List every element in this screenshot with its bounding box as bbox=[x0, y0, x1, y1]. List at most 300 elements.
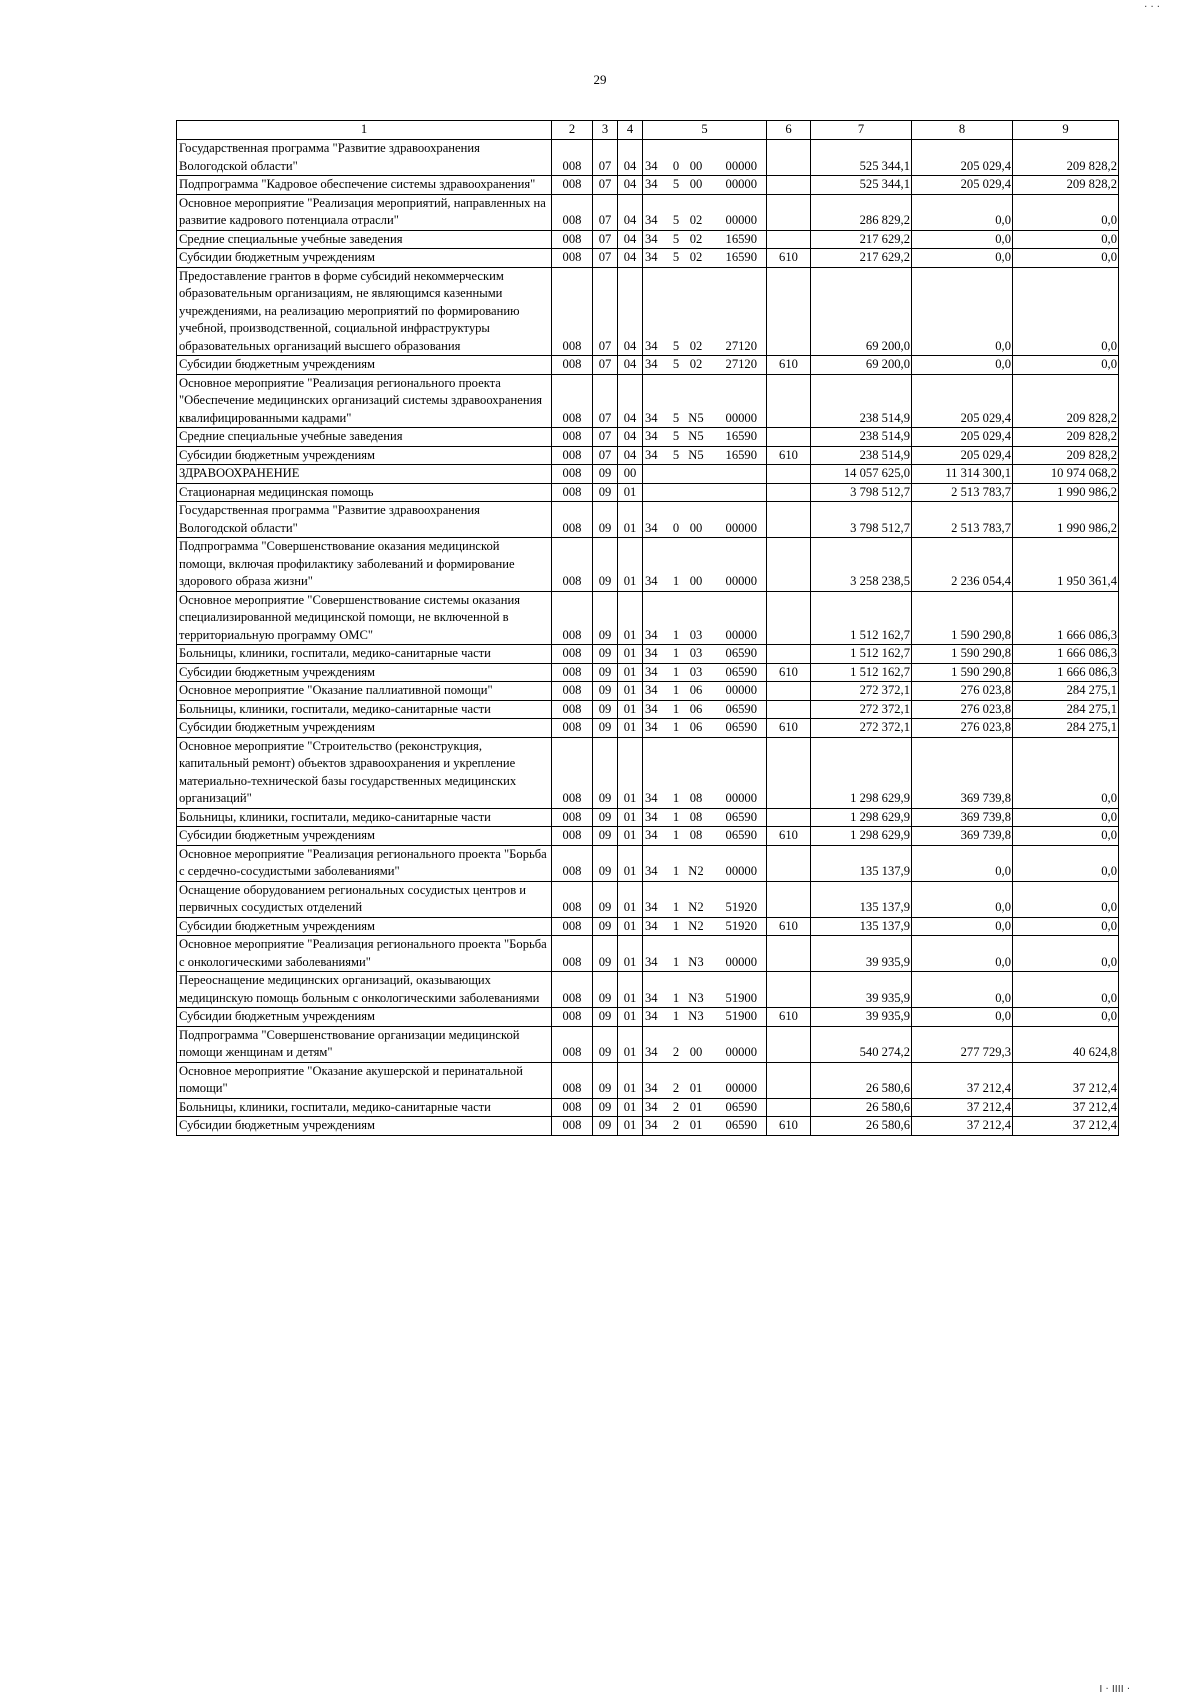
ministry-code: 008 bbox=[552, 1062, 593, 1098]
amount-year-3: 1 950 361,4 bbox=[1013, 538, 1119, 592]
expense-type-code bbox=[767, 936, 811, 972]
program-code: 34 bbox=[645, 213, 658, 227]
table-row bbox=[177, 591, 1119, 645]
direction-code: 06590 bbox=[725, 828, 757, 842]
event-code: 00 bbox=[689, 520, 703, 535]
table-row bbox=[177, 428, 1119, 447]
table-row bbox=[177, 1008, 1119, 1027]
target-article-code bbox=[643, 591, 767, 645]
expense-type-code bbox=[767, 737, 811, 808]
section-code: 09 bbox=[593, 936, 618, 972]
section-code: 09 bbox=[593, 502, 618, 538]
event-code: 02 bbox=[689, 357, 703, 371]
target-article-code bbox=[643, 1062, 767, 1098]
subsection-code: 01 bbox=[618, 936, 643, 972]
ministry-code: 008 bbox=[552, 502, 593, 538]
ministry-code: 008 bbox=[552, 827, 593, 846]
row-name: Средние специальные учебные заведения bbox=[177, 428, 552, 447]
direction-code: 16590 bbox=[725, 429, 757, 443]
expense-type-code bbox=[767, 682, 811, 701]
amount-year-3: 1 666 086,3 bbox=[1013, 591, 1119, 645]
subprogram-code: 2 bbox=[672, 1045, 680, 1059]
ministry-code: 008 bbox=[552, 1098, 593, 1117]
ministry-code: 008 bbox=[552, 483, 593, 502]
target-article-code bbox=[643, 737, 767, 808]
program-code: 34 bbox=[645, 357, 658, 371]
amount-year-2: 276 023,8 bbox=[912, 700, 1013, 719]
direction-code: 16590 bbox=[725, 231, 757, 246]
row-name: Субсидии бюджетным учреждениям bbox=[177, 1008, 552, 1027]
direction-code: 06590 bbox=[725, 664, 757, 679]
amount-year-3: 0,0 bbox=[1013, 1008, 1119, 1027]
expense-type-code bbox=[767, 700, 811, 719]
section-code: 09 bbox=[593, 1026, 618, 1062]
ministry-code: 008 bbox=[552, 700, 593, 719]
target-article-code bbox=[643, 267, 767, 356]
subprogram-code: 0 bbox=[672, 520, 680, 535]
amount-year-3: 209 828,2 bbox=[1013, 374, 1119, 428]
amount-year-1: 217 629,2 bbox=[811, 230, 912, 249]
event-code: 08 bbox=[689, 809, 703, 824]
amount-year-1: 1 512 162,7 bbox=[811, 663, 912, 682]
amount-year-3: 0,0 bbox=[1013, 881, 1119, 917]
section-code: 07 bbox=[593, 428, 618, 447]
target-article-code bbox=[643, 374, 767, 428]
direction-code: 00000 bbox=[725, 574, 757, 588]
amount-year-3: 1 666 086,3 bbox=[1013, 645, 1119, 664]
subprogram-code: 1 bbox=[672, 683, 680, 697]
direction-code: 06590 bbox=[725, 1118, 757, 1132]
column-header: 6 bbox=[767, 121, 811, 140]
event-code: 00 bbox=[689, 158, 703, 173]
event-code: N3 bbox=[688, 954, 704, 969]
subsection-code: 01 bbox=[618, 972, 643, 1008]
target-article-code bbox=[643, 140, 767, 176]
ministry-code: 008 bbox=[552, 356, 593, 375]
event-code: 01 bbox=[689, 1118, 703, 1132]
target-article-code bbox=[643, 1026, 767, 1062]
target-article-code bbox=[643, 808, 767, 827]
expense-type-code bbox=[767, 1026, 811, 1062]
subprogram-code: 1 bbox=[672, 627, 680, 642]
amount-year-2: 11 314 300,1 bbox=[912, 465, 1013, 484]
table-row bbox=[177, 356, 1119, 375]
direction-code: 16590 bbox=[725, 447, 757, 462]
row-name: Основное мероприятие "Совершенствование системы оказания специализированной медицинской помощи, не включенной в территориальную программу ОМС" bbox=[177, 591, 552, 645]
amount-year-1: 1 512 162,7 bbox=[811, 591, 912, 645]
event-code: 00 bbox=[689, 1045, 703, 1059]
expense-type-code bbox=[767, 881, 811, 917]
target-article-code bbox=[643, 936, 767, 972]
subprogram-code: 2 bbox=[672, 1099, 680, 1114]
amount-year-1: 14 057 625,0 bbox=[811, 465, 912, 484]
amount-year-2: 37 212,4 bbox=[912, 1117, 1013, 1136]
amount-year-2: 369 739,8 bbox=[912, 827, 1013, 846]
ministry-code: 008 bbox=[552, 428, 593, 447]
direction-code: 16590 bbox=[725, 250, 757, 264]
amount-year-1: 1 512 162,7 bbox=[811, 645, 912, 664]
subprogram-code: 1 bbox=[672, 664, 680, 679]
section-code: 09 bbox=[593, 700, 618, 719]
direction-code: 00000 bbox=[725, 520, 757, 535]
event-code: 03 bbox=[689, 664, 703, 679]
amount-year-1: 39 935,9 bbox=[811, 1008, 912, 1027]
amount-year-1: 135 137,9 bbox=[811, 845, 912, 881]
direction-code: 00000 bbox=[725, 177, 757, 191]
expense-type-code bbox=[767, 1098, 811, 1117]
table-row bbox=[177, 230, 1119, 249]
program-code: 34 bbox=[645, 918, 658, 933]
table-row bbox=[177, 917, 1119, 936]
event-code: N2 bbox=[688, 864, 704, 878]
column-header: 5 bbox=[643, 121, 767, 140]
table-row bbox=[177, 249, 1119, 268]
amount-year-2: 205 029,4 bbox=[912, 446, 1013, 465]
amount-year-1: 69 200,0 bbox=[811, 267, 912, 356]
expense-type-code: 610 bbox=[767, 827, 811, 846]
event-code: N3 bbox=[688, 1009, 704, 1023]
row-name: ЗДРАВООХРАНЕНИЕ bbox=[177, 465, 552, 484]
ministry-code: 008 bbox=[552, 374, 593, 428]
amount-year-3: 0,0 bbox=[1013, 827, 1119, 846]
table-row bbox=[177, 737, 1119, 808]
amount-year-1: 3 798 512,7 bbox=[811, 502, 912, 538]
column-header: 8 bbox=[912, 121, 1013, 140]
amount-year-2: 205 029,4 bbox=[912, 140, 1013, 176]
row-name: Основное мероприятие "Реализация регионального проекта "Обеспечение медицинских организаций системы здравоохранения квалифицированными кадрами" bbox=[177, 374, 552, 428]
section-code: 07 bbox=[593, 230, 618, 249]
section-code: 09 bbox=[593, 591, 618, 645]
expense-type-code bbox=[767, 591, 811, 645]
amount-year-2: 205 029,4 bbox=[912, 374, 1013, 428]
program-code: 34 bbox=[645, 1118, 658, 1132]
target-article-code bbox=[643, 1098, 767, 1117]
subsection-code: 04 bbox=[618, 356, 643, 375]
table-row bbox=[177, 465, 1119, 484]
amount-year-3: 209 828,2 bbox=[1013, 140, 1119, 176]
event-code: 03 bbox=[689, 627, 703, 642]
ministry-code: 008 bbox=[552, 465, 593, 484]
amount-year-1: 26 580,6 bbox=[811, 1117, 912, 1136]
section-code: 09 bbox=[593, 827, 618, 846]
target-article-code bbox=[643, 845, 767, 881]
amount-year-2: 0,0 bbox=[912, 230, 1013, 249]
amount-year-3: 0,0 bbox=[1013, 267, 1119, 356]
program-code: 34 bbox=[645, 720, 658, 734]
event-code: 01 bbox=[689, 1099, 703, 1114]
ministry-code: 008 bbox=[552, 845, 593, 881]
subprogram-code: 1 bbox=[672, 809, 680, 824]
section-code: 09 bbox=[593, 972, 618, 1008]
amount-year-1: 286 829,2 bbox=[811, 194, 912, 230]
amount-year-3: 0,0 bbox=[1013, 230, 1119, 249]
amount-year-2: 277 729,3 bbox=[912, 1026, 1013, 1062]
amount-year-2: 276 023,8 bbox=[912, 719, 1013, 738]
subsection-code: 04 bbox=[618, 249, 643, 268]
subsection-code: 01 bbox=[618, 719, 643, 738]
amount-year-3: 37 212,4 bbox=[1013, 1098, 1119, 1117]
table-row bbox=[177, 972, 1119, 1008]
amount-year-1: 69 200,0 bbox=[811, 356, 912, 375]
section-code: 09 bbox=[593, 1008, 618, 1027]
subprogram-code: 1 bbox=[672, 990, 680, 1005]
subprogram-code: 5 bbox=[672, 213, 680, 227]
amount-year-3: 0,0 bbox=[1013, 356, 1119, 375]
section-code: 07 bbox=[593, 249, 618, 268]
amount-year-2: 205 029,4 bbox=[912, 428, 1013, 447]
program-code: 34 bbox=[645, 900, 658, 914]
table-row bbox=[177, 645, 1119, 664]
event-code: N5 bbox=[688, 447, 704, 462]
row-name: Больницы, клиники, госпитали, медико-санитарные части bbox=[177, 808, 552, 827]
subprogram-code: 5 bbox=[672, 231, 680, 246]
table-row bbox=[177, 1098, 1119, 1117]
subsection-code: 04 bbox=[618, 428, 643, 447]
amount-year-3: 0,0 bbox=[1013, 737, 1119, 808]
amount-year-3: 284 275,1 bbox=[1013, 719, 1119, 738]
expense-type-code bbox=[767, 972, 811, 1008]
expense-type-code bbox=[767, 502, 811, 538]
table-row bbox=[177, 140, 1119, 176]
row-name: Государственная программа "Развитие здравоохранения Вологодской области" bbox=[177, 502, 552, 538]
target-article-code bbox=[643, 972, 767, 1008]
event-code: 06 bbox=[689, 683, 703, 697]
amount-year-3: 40 624,8 bbox=[1013, 1026, 1119, 1062]
table-row bbox=[177, 663, 1119, 682]
event-code: 06 bbox=[689, 720, 703, 734]
event-code: 08 bbox=[689, 828, 703, 842]
subsection-code: 01 bbox=[618, 502, 643, 538]
direction-code: 27120 bbox=[725, 357, 757, 371]
row-name: Больницы, клиники, госпитали, медико-санитарные части bbox=[177, 645, 552, 664]
section-code: 09 bbox=[593, 881, 618, 917]
column-header: 3 bbox=[593, 121, 618, 140]
subprogram-code: 2 bbox=[672, 1081, 680, 1095]
amount-year-2: 37 212,4 bbox=[912, 1098, 1013, 1117]
amount-year-3: 209 828,2 bbox=[1013, 176, 1119, 195]
program-code: 34 bbox=[645, 574, 658, 588]
event-code: N5 bbox=[688, 429, 704, 443]
table-row bbox=[177, 682, 1119, 701]
amount-year-2: 37 212,4 bbox=[912, 1062, 1013, 1098]
ministry-code: 008 bbox=[552, 538, 593, 592]
amount-year-2: 205 029,4 bbox=[912, 176, 1013, 195]
amount-year-3: 0,0 bbox=[1013, 936, 1119, 972]
amount-year-3: 284 275,1 bbox=[1013, 682, 1119, 701]
subprogram-code: 5 bbox=[672, 429, 680, 443]
expense-type-code: 610 bbox=[767, 663, 811, 682]
expense-type-code bbox=[767, 230, 811, 249]
direction-code: 06590 bbox=[725, 646, 757, 660]
amount-year-3: 1 990 986,2 bbox=[1013, 483, 1119, 502]
program-code: 34 bbox=[645, 231, 658, 246]
program-code: 34 bbox=[645, 1099, 658, 1114]
direction-code: 51900 bbox=[725, 1009, 757, 1023]
section-code: 09 bbox=[593, 1117, 618, 1136]
expense-type-code bbox=[767, 176, 811, 195]
program-code: 34 bbox=[645, 791, 658, 805]
section-code: 09 bbox=[593, 1062, 618, 1098]
table-row bbox=[177, 374, 1119, 428]
ministry-code: 008 bbox=[552, 917, 593, 936]
column-header: 1 bbox=[177, 121, 552, 140]
column-header: 4 bbox=[618, 121, 643, 140]
expense-type-code bbox=[767, 267, 811, 356]
subprogram-code: 1 bbox=[672, 1009, 680, 1023]
table-row bbox=[177, 845, 1119, 881]
target-article-code bbox=[643, 502, 767, 538]
section-code: 09 bbox=[593, 663, 618, 682]
amount-year-1: 272 372,1 bbox=[811, 719, 912, 738]
ministry-code: 008 bbox=[552, 682, 593, 701]
event-code: 02 bbox=[689, 213, 703, 227]
ministry-code: 008 bbox=[552, 881, 593, 917]
subsection-code: 01 bbox=[618, 1008, 643, 1027]
amount-year-3: 1 990 986,2 bbox=[1013, 502, 1119, 538]
amount-year-1: 26 580,6 bbox=[811, 1098, 912, 1117]
row-name: Больницы, клиники, госпитали, медико-санитарные части bbox=[177, 1098, 552, 1117]
section-code: 09 bbox=[593, 808, 618, 827]
amount-year-1: 238 514,9 bbox=[811, 446, 912, 465]
row-name: Подпрограмма "Совершенствование оказания медицинской помощи, включая профилактику заболеваний и формирование здорового образа жизни" bbox=[177, 538, 552, 592]
subsection-code: 01 bbox=[618, 827, 643, 846]
ministry-code: 008 bbox=[552, 446, 593, 465]
program-code: 34 bbox=[645, 864, 658, 878]
expense-type-code: 610 bbox=[767, 249, 811, 268]
expense-type-code bbox=[767, 483, 811, 502]
event-code: 02 bbox=[689, 231, 703, 246]
row-name: Оснащение оборудованием региональных сосудистых центров и первичных сосудистых отделений bbox=[177, 881, 552, 917]
program-code: 34 bbox=[645, 250, 658, 264]
program-code: 34 bbox=[645, 828, 658, 842]
amount-year-2: 0,0 bbox=[912, 917, 1013, 936]
table-row bbox=[177, 700, 1119, 719]
row-name: Подпрограмма "Совершенствование организации медицинской помощи женщинам и детям" bbox=[177, 1026, 552, 1062]
ministry-code: 008 bbox=[552, 591, 593, 645]
direction-code: 00000 bbox=[725, 683, 757, 697]
amount-year-1: 1 298 629,9 bbox=[811, 808, 912, 827]
subprogram-code: 5 bbox=[672, 447, 680, 462]
subprogram-code: 5 bbox=[672, 410, 680, 425]
amount-year-3: 1 666 086,3 bbox=[1013, 663, 1119, 682]
amount-year-2: 369 739,8 bbox=[912, 808, 1013, 827]
amount-year-2: 0,0 bbox=[912, 972, 1013, 1008]
target-article-code bbox=[643, 356, 767, 375]
target-article-code bbox=[643, 483, 767, 502]
table-row bbox=[177, 936, 1119, 972]
expense-type-code: 610 bbox=[767, 719, 811, 738]
expense-type-code bbox=[767, 374, 811, 428]
subprogram-code: 1 bbox=[672, 828, 680, 842]
amount-year-3: 37 212,4 bbox=[1013, 1117, 1119, 1136]
amount-year-3: 0,0 bbox=[1013, 249, 1119, 268]
ministry-code: 008 bbox=[552, 1026, 593, 1062]
ministry-code: 008 bbox=[552, 663, 593, 682]
subsection-code: 04 bbox=[618, 194, 643, 230]
subsection-code: 04 bbox=[618, 374, 643, 428]
table-row bbox=[177, 1117, 1119, 1136]
subsection-code: 01 bbox=[618, 682, 643, 701]
subsection-code: 01 bbox=[618, 663, 643, 682]
ministry-code: 008 bbox=[552, 719, 593, 738]
amount-year-2: 1 590 290,8 bbox=[912, 663, 1013, 682]
amount-year-1: 525 344,1 bbox=[811, 176, 912, 195]
program-code: 34 bbox=[645, 410, 658, 425]
direction-code: 06590 bbox=[725, 1099, 757, 1114]
program-code: 34 bbox=[645, 683, 658, 697]
amount-year-3: 37 212,4 bbox=[1013, 1062, 1119, 1098]
direction-code: 00000 bbox=[725, 954, 757, 969]
row-name: Основное мероприятие "Реализация мероприятий, направленных на развитие кадрового потенциала отрасли" bbox=[177, 194, 552, 230]
expense-type-code bbox=[767, 645, 811, 664]
expense-type-code bbox=[767, 845, 811, 881]
subprogram-code: 5 bbox=[672, 177, 680, 191]
direction-code: 00000 bbox=[725, 410, 757, 425]
subsection-code: 01 bbox=[618, 737, 643, 808]
amount-year-3: 0,0 bbox=[1013, 808, 1119, 827]
ministry-code: 008 bbox=[552, 1117, 593, 1136]
target-article-code bbox=[643, 230, 767, 249]
program-code: 34 bbox=[645, 990, 658, 1005]
section-code: 07 bbox=[593, 176, 618, 195]
column-header: 2 bbox=[552, 121, 593, 140]
event-code: 08 bbox=[689, 791, 703, 805]
amount-year-3: 0,0 bbox=[1013, 972, 1119, 1008]
section-code: 09 bbox=[593, 845, 618, 881]
column-header: 7 bbox=[811, 121, 912, 140]
row-name: Государственная программа "Развитие здравоохранения Вологодской области" bbox=[177, 140, 552, 176]
ministry-code: 008 bbox=[552, 936, 593, 972]
subsection-code: 01 bbox=[618, 700, 643, 719]
amount-year-2: 0,0 bbox=[912, 249, 1013, 268]
amount-year-1: 39 935,9 bbox=[811, 936, 912, 972]
target-article-code bbox=[643, 645, 767, 664]
subprogram-code: 2 bbox=[672, 1118, 680, 1132]
amount-year-1: 1 298 629,9 bbox=[811, 827, 912, 846]
expense-type-code bbox=[767, 1062, 811, 1098]
amount-year-3: 209 828,2 bbox=[1013, 446, 1119, 465]
ministry-code: 008 bbox=[552, 267, 593, 356]
amount-year-2: 0,0 bbox=[912, 936, 1013, 972]
row-name: Основное мероприятие "Оказание акушерской и перинатальной помощи" bbox=[177, 1062, 552, 1098]
target-article-code bbox=[643, 719, 767, 738]
subsection-code: 01 bbox=[618, 1098, 643, 1117]
amount-year-2: 0,0 bbox=[912, 267, 1013, 356]
target-article-code bbox=[643, 428, 767, 447]
target-article-code bbox=[643, 1008, 767, 1027]
event-code: 00 bbox=[689, 574, 703, 588]
table-row bbox=[177, 808, 1119, 827]
amount-year-1: 525 344,1 bbox=[811, 140, 912, 176]
section-code: 09 bbox=[593, 682, 618, 701]
subprogram-code: 5 bbox=[672, 338, 680, 353]
program-code: 34 bbox=[645, 701, 658, 716]
expense-type-code: 610 bbox=[767, 1008, 811, 1027]
program-code: 34 bbox=[645, 177, 658, 191]
ministry-code: 008 bbox=[552, 1008, 593, 1027]
amount-year-1: 272 372,1 bbox=[811, 700, 912, 719]
table-row bbox=[177, 538, 1119, 592]
amount-year-1: 135 137,9 bbox=[811, 881, 912, 917]
amount-year-1: 26 580,6 bbox=[811, 1062, 912, 1098]
table-row bbox=[177, 827, 1119, 846]
program-code: 34 bbox=[645, 646, 658, 660]
target-article-code bbox=[643, 917, 767, 936]
target-article-code bbox=[643, 663, 767, 682]
program-code: 34 bbox=[645, 1009, 658, 1023]
subprogram-code: 0 bbox=[672, 158, 680, 173]
event-code: 01 bbox=[689, 1081, 703, 1095]
